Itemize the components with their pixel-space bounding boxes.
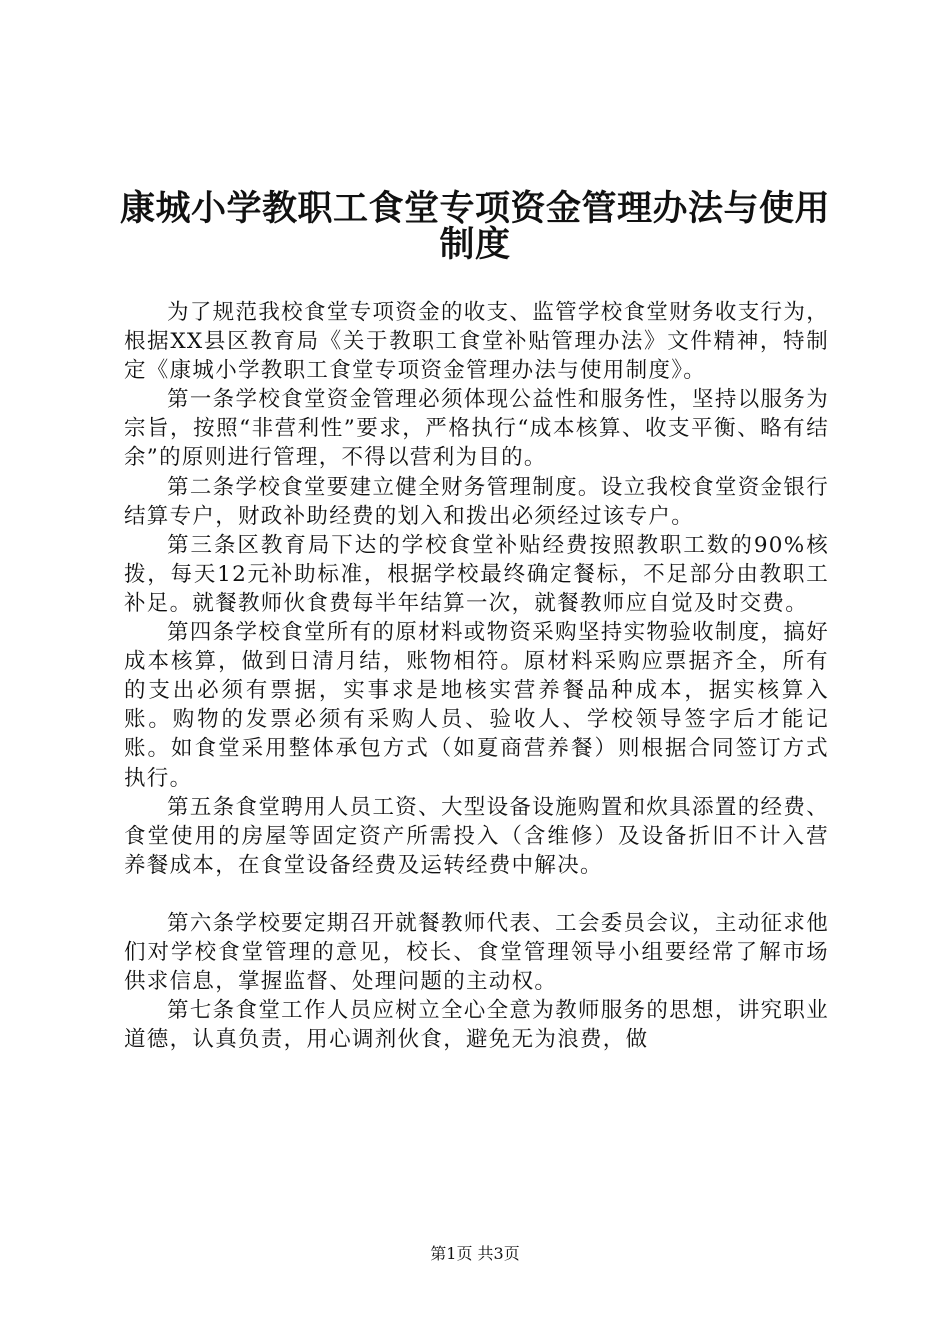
paragraph-article-3: 第三条区教育局下达的学校食堂补贴经费按照教职工数的90%核拨，每天12元补助标准，根据学校最终确定餐标，不足部分由教职工补足。就餐教师伙食费每半年结算一次，就餐教师应自觉及时交费。	[124, 532, 829, 616]
paragraph-spacer	[124, 880, 829, 909]
document-body	[124, 298, 829, 1054]
paragraph-article-7: 第七条食堂工作人员应树立全心全意为教师服务的思想，讲究职业道德，认真负责，用心调剂伙食，避免无为浪费，做	[124, 998, 829, 1053]
document-title-line-2: 制度	[439, 225, 511, 265]
paragraph-article-2: 第二条学校食堂要建立健全财务管理制度。设立我校食堂资金银行结算专户，财政补助经费的划入和拨出必须经过该专户。	[124, 474, 829, 529]
document-title-line-1: 康城小学教职工食堂专项资金管理办法与使用	[119, 189, 830, 229]
paragraph-intro: 为了规范我校食堂专项资金的收支、监管学校食堂财务收支行为，根据XX县区教育局《关于教职工食堂补贴管理办法》文件精神，特制定《康城小学教职工食堂专项资金管理办法与使用制度》。	[124, 300, 829, 384]
paragraph-article-4: 第四条学校食堂所有的原材料或物资采购坚持实物验收制度，搞好成本核算，做到日清月结，账物相符。原材料采购应票据齐全，所有的支出必须有票据，实事求是地核实营养餐品种成本，据实核算入账。购物的发票必须有采购人员、验收人、学校领导签字后才能记账。如食堂采用整体承包方式（如夏商营养餐）则根据合同签订方式执行。	[124, 620, 829, 791]
paragraph-article-5: 第五条食堂聘用人员工资、大型设备设施购置和炊具添置的经费、食堂使用的房屋等固定资产所需投入（含维修）及设备折旧不计入营养餐成本，在食堂设备经费及运转经费中解决。	[124, 794, 829, 878]
page-footer: 第1页 共3页	[430, 1244, 520, 1263]
paragraph-article-1: 第一条学校食堂资金管理必须体现公益性和服务性，坚持以服务为宗旨，按照“非营利性”要求，严格执行“成本核算、收支平衡、略有结余”的原则进行管理，不得以营利为目的。	[124, 387, 829, 471]
paragraph-article-6: 第六条学校要定期召开就餐教师代表、工会委员会议，主动征求他们对学校食堂管理的意见，校长、食堂管理领导小组要经常了解市场供求信息，掌握监督、处理问题的主动权。	[124, 910, 829, 995]
